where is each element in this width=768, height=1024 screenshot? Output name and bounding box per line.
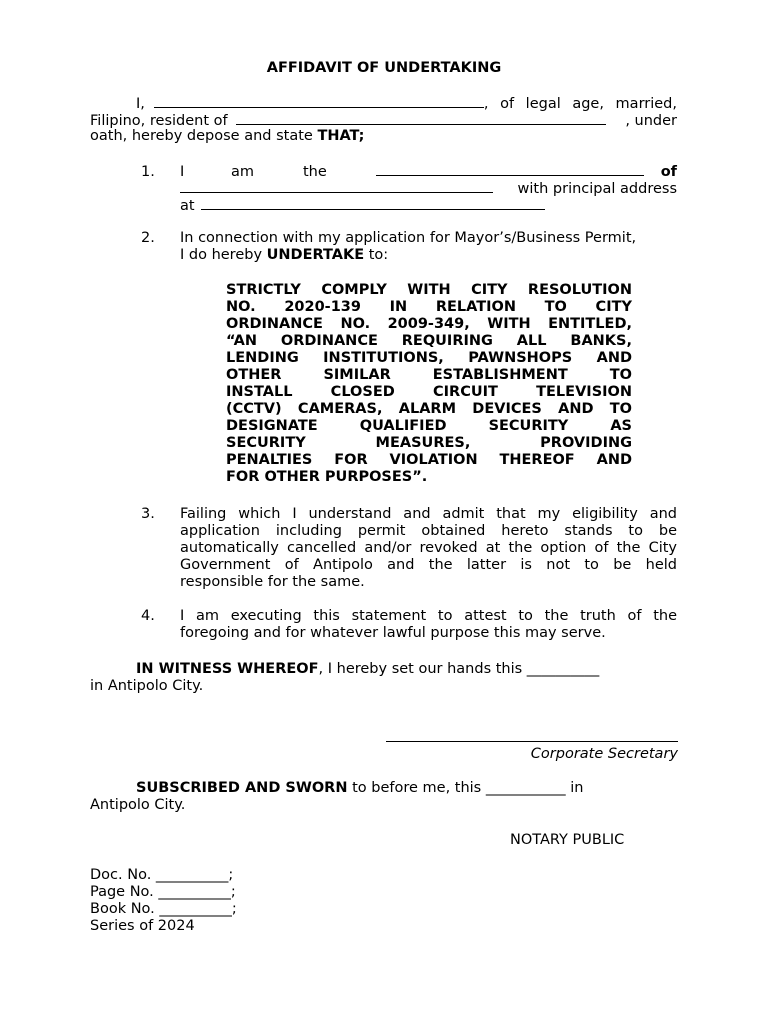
company-blank[interactable] xyxy=(180,179,493,193)
item-2-line-2 xyxy=(180,247,388,264)
item-1-number: 1. xyxy=(141,164,155,180)
undertaking-line: NO. 2020-139 IN RELATION TO CITY xyxy=(226,299,632,315)
item-1-word-the: the xyxy=(303,164,327,180)
intro-line-3 xyxy=(90,128,364,145)
item-3-text xyxy=(180,506,677,591)
series: Series of 2024 xyxy=(90,918,195,934)
item-2-undertake: UNDERTAKE xyxy=(266,247,365,263)
item-1-at: at xyxy=(180,198,195,214)
undertaking-line: PENALTIES FOR VIOLATION THEREOF AND xyxy=(226,452,632,468)
doc-references xyxy=(90,867,237,935)
undertaking-line: SECURITY MEASURES, PROVIDING xyxy=(226,435,632,451)
intro-resident: Filipino, resident of xyxy=(90,113,228,129)
undertaking-line: LENDING INSTITUTIONS, PAWNSHOPS AND xyxy=(226,350,632,366)
item-2-text: In connection with my application for Mayor’s/Business Permit, xyxy=(180,230,637,246)
undertaking-line: FOR OTHER PURPOSES”. xyxy=(226,469,428,485)
position-blank[interactable] xyxy=(376,162,644,176)
doc-number: Doc. No. __________; xyxy=(90,867,234,883)
item-3-line: Failing which I understand and admit that my eligibility and xyxy=(180,506,677,522)
witness-line-2: in Antipolo City. xyxy=(90,678,204,694)
sworn-line-2: Antipolo City. xyxy=(90,797,186,813)
undertaking-line: DESIGNATE QUALIFIED SECURITY AS xyxy=(226,418,632,434)
undertaking-line: INSTALL CLOSED CIRCUIT TELEVISION xyxy=(226,384,632,400)
book-number: Book No. __________; xyxy=(90,901,237,917)
intro-pronoun: I, xyxy=(136,96,145,112)
item-2-to: to: xyxy=(364,247,389,263)
item-4-number: 4. xyxy=(141,608,155,624)
signature-label: Corporate Secretary xyxy=(530,746,678,762)
item-4-line: I am executing this statement to attest to the truth of the xyxy=(180,608,677,624)
witness-text: , I hereby set our hands this __________ xyxy=(318,661,600,677)
item-4-line: foregoing and for whatever lawful purpose this may serve. xyxy=(180,625,606,641)
item-3-line: responsible for the same. xyxy=(180,574,365,590)
undertaking-line: ORDINANCE NO. 2009-349, WITH ENTITLED, xyxy=(226,316,632,332)
intro-under: , under xyxy=(625,113,677,129)
notary-public: NOTARY PUBLIC xyxy=(510,832,625,848)
residence-blank[interactable] xyxy=(236,111,606,125)
undertaking-line: (CCTV) CAMERAS, ALARM DEVICES AND TO xyxy=(226,401,632,417)
undertaking-line: STRICTLY COMPLY WITH CITY RESOLUTION xyxy=(226,282,632,298)
item-1-principal: with principal address xyxy=(517,181,677,197)
item-4-text xyxy=(180,608,677,642)
intro-oath: oath, hereby depose and state xyxy=(90,128,318,144)
item-2-number: 2. xyxy=(141,230,155,246)
intro-that: THAT; xyxy=(317,128,365,144)
intro-after-name: , of legal age, married, xyxy=(483,96,677,112)
name-blank[interactable] xyxy=(154,94,484,108)
signature-line[interactable] xyxy=(386,741,678,742)
item-3-line: application including permit obtained hereto stands to be xyxy=(180,523,677,539)
item-1-word-am: am xyxy=(231,164,255,180)
sworn-bold: SUBSCRIBED AND SWORN xyxy=(136,780,348,796)
item-1-word-of: of xyxy=(660,164,677,180)
undertaking-block xyxy=(226,282,632,486)
item-1-word-i: I xyxy=(180,164,185,180)
item-3-number: 3. xyxy=(141,506,155,522)
undertaking-line: “AN ORDINANCE REQUIRING ALL BANKS, xyxy=(226,333,632,349)
item-3-line: automatically cancelled and/or revoked at the option of the City xyxy=(180,540,677,556)
item-3-line: Government of Antipolo and the latter is not to be held xyxy=(180,557,677,573)
document-title: AFFIDAVIT OF UNDERTAKING xyxy=(266,60,502,76)
witness-line-1 xyxy=(136,661,677,678)
witness-bold: IN WITNESS WHEREOF xyxy=(136,661,319,677)
undertaking-line: OTHER SIMILAR ESTABLISHMENT TO xyxy=(226,367,632,383)
sworn-line-1 xyxy=(136,780,677,797)
item-2-text-2: I do hereby xyxy=(180,247,267,263)
item-1-line-3 xyxy=(180,196,545,215)
address-blank[interactable] xyxy=(201,196,545,210)
sworn-text: to before me, this ___________ in xyxy=(347,780,584,796)
item-2-line-1 xyxy=(141,230,636,247)
page-number: Page No. __________; xyxy=(90,884,236,900)
